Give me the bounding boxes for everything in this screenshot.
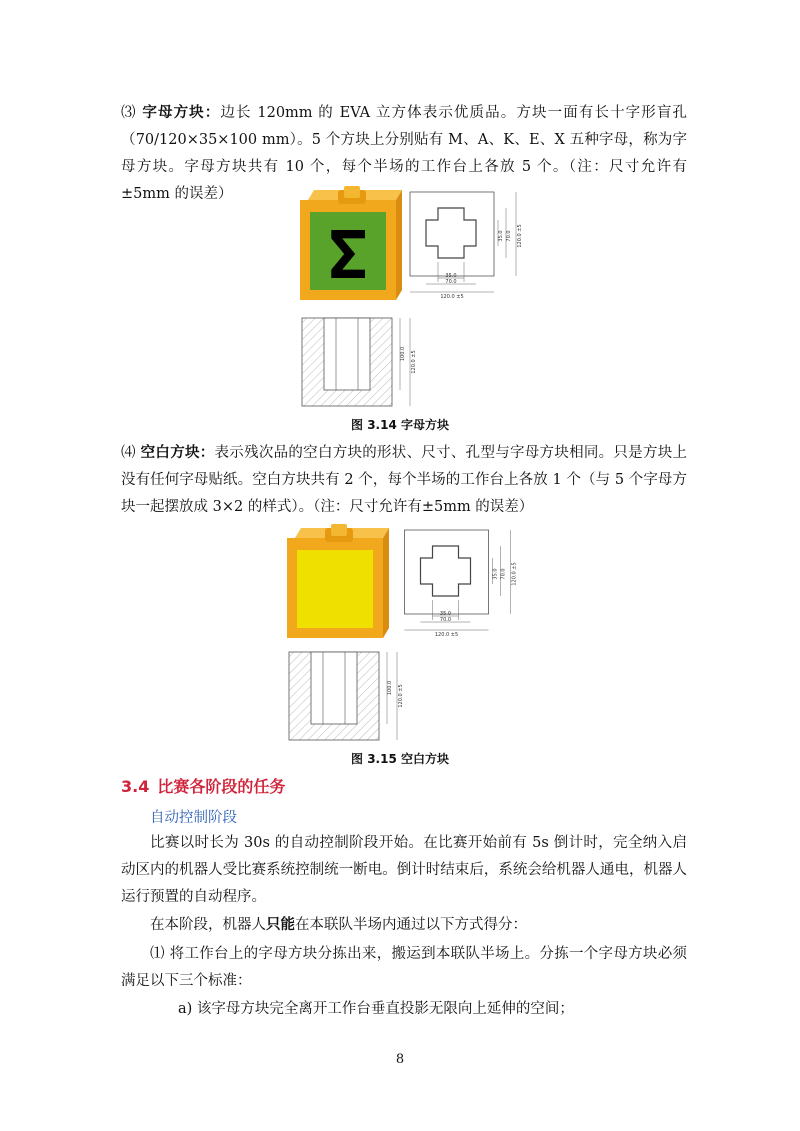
figure-3-14-caption: 图 3.14 字母方块 [351,418,449,432]
dim-70-vertical: 70.0 [500,568,507,580]
letter-block-term: 字母方块： [142,105,221,121]
dim-120-vertical: 120.0 ±5 [517,224,523,248]
item-number: ⑶ [121,105,143,121]
dim-120: 120.0 ±5 [440,294,464,300]
dim-120-vertical: 120.0 ±5 [511,562,518,586]
blank-block-term: 空白方块： [140,445,215,461]
blank-cube-top-drawing [400,528,525,638]
item-1-paragraph: ⑴ 将工作台上的字母方块分拣出来，搬运到本联队半场上。分拣一个字母方块必须满足以下三个标准： [121,946,687,989]
letter-cube-render [300,190,404,302]
blank-block-paragraph [121,440,687,521]
item-number: ⑷ [121,445,141,461]
item-a-paragraph: a) 该字母方块完全离开工作台垂直投影无限向上延伸的空间； [178,1001,574,1017]
dim-70: 70.0 [445,279,457,285]
letter-glyph: Ʃ [328,217,368,294]
dim-120-section: 120.0 ±5 [398,684,404,708]
section-heading [121,774,285,797]
auto-phase-paragraph: 比赛以时长为 30s 的自动控制阶段开始。在比赛开始前有 5s 倒计时，完全纳入启动区内的机器人受比赛系统控制统一断电。倒计时结束后，系统会给机器人通电，机器人运行预置的自动程序。 [121,835,687,905]
scoring-emphasis: 只能 [266,917,295,933]
figure-3-15-caption: 图 3.15 空白方块 [351,752,449,766]
dim-70: 70.0 [439,617,452,623]
blank-block-text: 表示残次品的空白方块的形状、尺寸、孔型与字母方块相同。只是方块上没有任何字母贴纸。空白方块共有 2 个，每个半场的工作台上各放 1 个（与 5 个字母方块一起摆放成 3×2 的样式）。（注：尺寸允许有±5mm 的误差） [121,445,688,515]
dim-35: 35.0 [439,611,452,617]
letter-cube-top-drawing [408,190,528,300]
blank-cube-section-drawing [287,650,417,744]
dim-100: 100.0 [400,346,406,362]
letter-block-paragraph [121,100,687,208]
dim-120-section: 120.0 ±5 [411,350,417,374]
dim-70-vertical: 70.0 [506,230,512,242]
letter-cube-section-drawing [300,316,430,410]
blank-cube-render [287,528,391,640]
dim-120: 120.0 ±5 [434,632,459,638]
page-number: 8 [395,1052,405,1067]
section-title-text: 比赛各阶段的任务 [157,777,286,796]
dim-35-vertical: 35.0 [492,568,499,580]
section-number: 3.4 [121,777,150,796]
scoring-paragraph: 在本阶段，机器人只能在本联队半场内通过以下方式得分： [150,917,527,933]
dim-35-vertical: 35.0 [498,230,504,242]
subsection-heading: 自动控制阶段 [150,810,237,826]
dim-35: 35.0 [445,273,457,279]
letter-block-text: 边长 120mm 的 EVA 立方体表示优质品。方块一面有长十字形盲孔（70/120×35×100 mm）。5 个方块上分别贴有 M、A、K、E、X 五种字母，称为字母方块。字母方块共有 10 个，每个半场的工作台上各放 5 个。（注：尺寸允许有±5mm 的误差） [121,105,688,202]
dim-100: 100.0 [387,680,393,696]
